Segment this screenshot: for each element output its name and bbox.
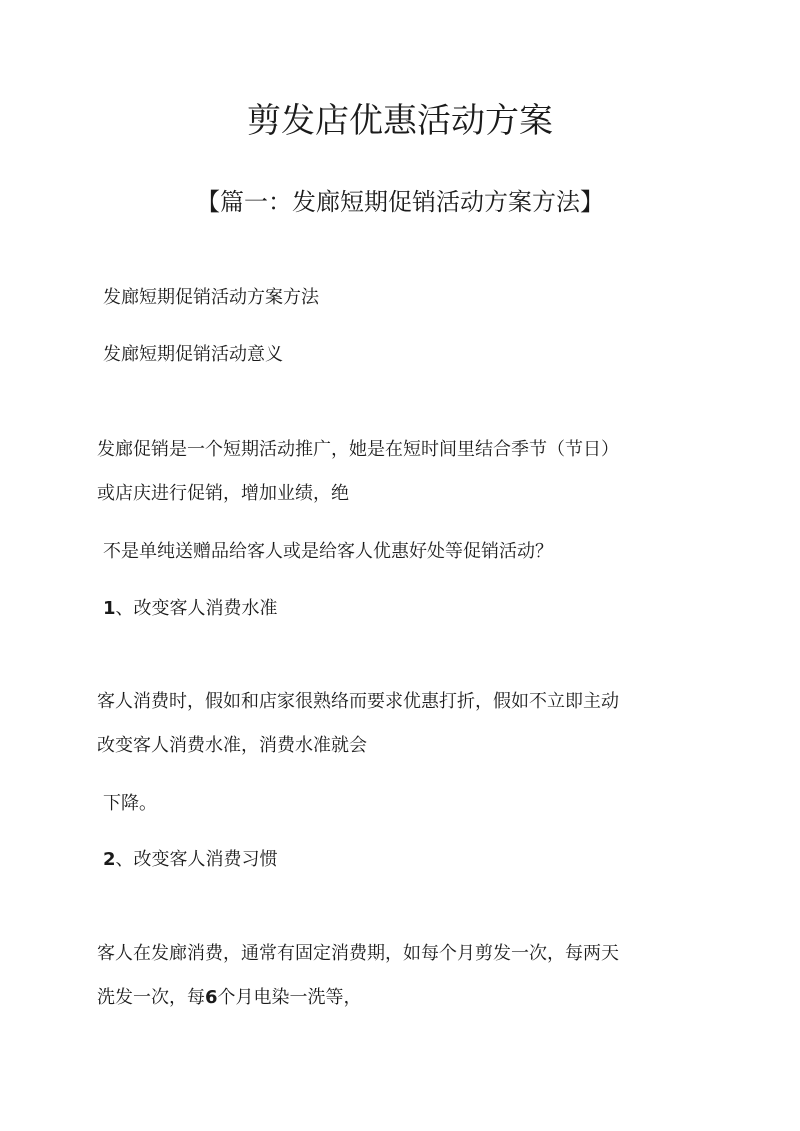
paragraph-line: 不是单纯送赠品给客人或是给客人优惠好处等促销活动？ xyxy=(103,541,553,562)
paragraph-line xyxy=(97,984,717,1012)
numbered-heading xyxy=(103,846,723,874)
heading-text: 、改变客人消费习惯 xyxy=(115,849,278,870)
line-text: 个月电染一洗等， xyxy=(217,987,362,1008)
heading-number: 2 xyxy=(103,849,116,870)
line-text: 洗发一次，每 xyxy=(97,987,205,1008)
inline-number: 6 xyxy=(205,987,218,1008)
document-title: 剪发店优惠活动方案 xyxy=(247,101,553,141)
paragraph-line: 改变客人消费水准，消费水准就会 xyxy=(97,735,367,756)
paragraph-line: 下降。 xyxy=(103,793,157,814)
paragraph-line: 客人在发廊消费，通常有固定消费期，如每个月剪发一次，每两天 xyxy=(97,943,619,964)
paragraph-line: 发廊短期促销活动方案方法 xyxy=(103,287,319,308)
heading-number: 1 xyxy=(103,598,116,619)
paragraph-line: 或店庆进行促销，增加业绩，绝 xyxy=(97,483,349,504)
paragraph-line: 发廊短期促销活动意义 xyxy=(103,344,283,365)
paragraph-line: 发廊促销是一个短期活动推广，她是在短时间里结合季节（节日） xyxy=(97,439,619,460)
heading-text: 、改变客人消费水准 xyxy=(115,598,278,619)
numbered-heading xyxy=(103,595,723,623)
paragraph-line: 客人消费时，假如和店家很熟络而要求优惠打折，假如不立即主动 xyxy=(97,691,619,712)
section-title: 【篇一：发廊短期促销活动方案方法】 xyxy=(196,188,604,216)
